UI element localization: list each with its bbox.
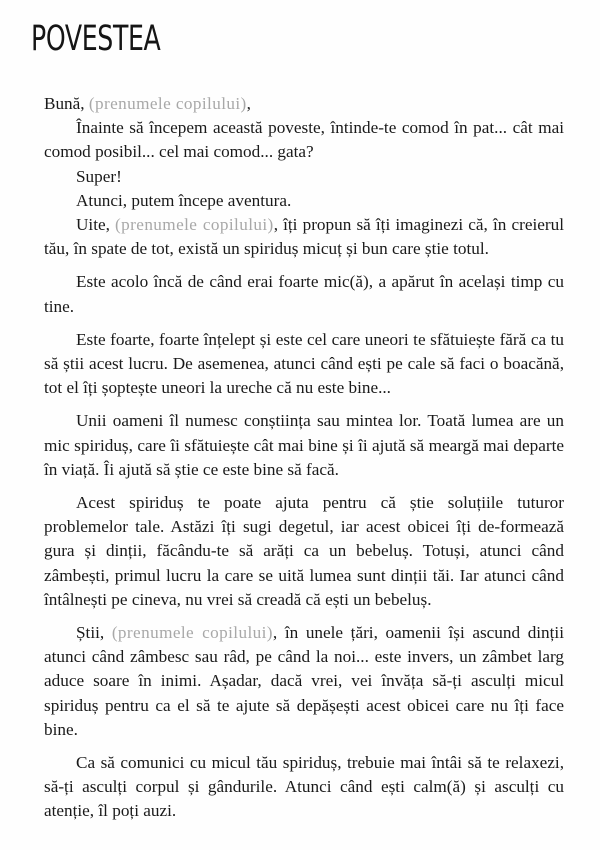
- paragraph-communicate: Ca să comunici cu micul tău spiriduș, trebuie mai întâi să te relaxezi, să-ți asculți corpul și gândurile. Atunci când ești calm(ă) și asculți cu atenție, îl poți auzi.: [44, 753, 564, 821]
- countries-rest: , în unele țări, oamenii își ascund dinții atunci când zâmbesc sau râd, pe când la noi... este invers, un zâmbet larg aduce soare în inimi. Așadar, dacă vrei, vei învăța să-ți asculți micul spiriduș pentru ca el să te ajute să depășești acest obicei care nu îți face bine.: [44, 623, 564, 739]
- paragraph-conscience: Unii oameni îl numesc conștiința sau mintea lor. Toată lumea are un mic spiriduș, care îi sfătuiește cât mai bine și îi ajută să meargă mai departe în viață. Îi ajută să știe ce este bine să facă.: [44, 411, 564, 479]
- story-text: [44, 92, 564, 824]
- child-name-placeholder: (prenumele copilului): [88, 94, 247, 113]
- paragraph-super: Super!: [76, 166, 122, 186]
- paragraph-adventure: Atunci, putem începe aventura.: [76, 190, 292, 210]
- child-name-placeholder: (prenumele copilului): [115, 215, 274, 235]
- greeting-punctuation: ,: [246, 94, 251, 113]
- paragraph-countries: [44, 621, 564, 742]
- imagine-lead: Uite,: [76, 215, 116, 235]
- paragraph-intro: Înainte să începem această poveste, întinde-te comod în pat... cât mai comod posibil... cel mai comod... gata?: [44, 118, 564, 162]
- chapter-heading: POVESTEA: [31, 19, 161, 59]
- imagine-rest: , îți propun să îți imaginezi că, în creierul tău, în spate de tot, există un spiriduș micuț și bun care știe totul.: [44, 215, 564, 259]
- paragraph-since-small: Este acolo încă de când erai foarte mic(ă), a apărut în același timp cu tine.: [44, 272, 564, 316]
- paragraph-thumb: Acest spiriduș te poate ajuta pentru că știe soluțiile tuturor problemelor tale. Astăzi îți sugi degetul, iar acest obicei îți de-formează gura și dinții, făcându-te să arăți ca un bebeluș. Totuși, atunci când zâmbești, primul lucru la care se uită lumea sunt dinții tăi. Iar atunci când întâlnești pe cineva, nu vrei să creadă că ești un bebeluș.: [44, 493, 564, 609]
- paragraph-greeting: [44, 92, 564, 116]
- child-name-placeholder: (prenumele copilului): [111, 623, 273, 643]
- paragraph-imagine: [44, 213, 564, 261]
- countries-lead: Știi,: [76, 623, 112, 643]
- greeting-text: Bună,: [44, 94, 89, 113]
- paragraph-wise: Este foarte, foarte înțelept și este cel care uneori te sfătuiește fără ca tu să știi acest lucru. De asemenea, atunci când ești pe cale să faci o boacănă, tot el îți șoptește uneori la ureche că nu este bine...: [44, 329, 564, 398]
